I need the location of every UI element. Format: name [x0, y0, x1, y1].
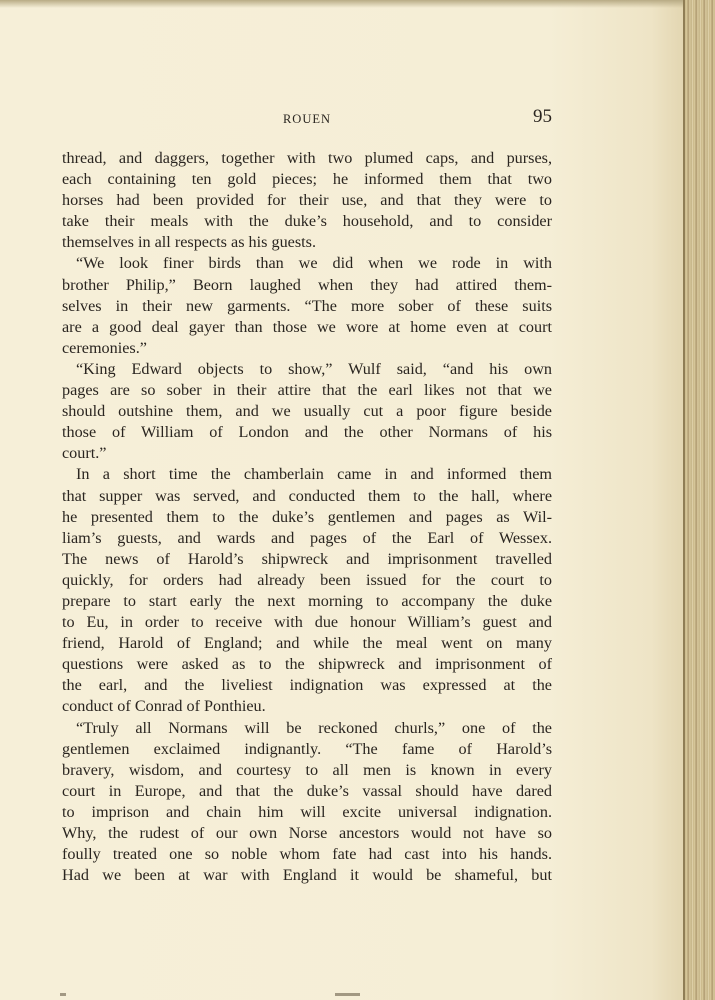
text-line: ceremonies.”	[62, 338, 147, 357]
text-line: he presented them to the duke’s gentlemen and pages as Wil-	[62, 507, 552, 526]
text-line: to Eu, in order to receive with due honour William’s guest and	[62, 613, 552, 632]
text-line: “King Edward objects to show,” Wulf said, “and his own	[76, 359, 552, 378]
text-line: “Truly all Normans will be reckoned churls,” one of the	[76, 718, 552, 737]
text-line: are a good deal gayer than those we wore at home even at court	[62, 317, 552, 336]
text-line: to imprison and chain him will excite universal indignation.	[62, 802, 552, 821]
page-top-shadow	[0, 0, 685, 8]
text-line: “We look finer birds than we did when we rode in with	[76, 254, 552, 273]
page-number: 95	[533, 106, 552, 127]
bottom-edge-mark	[60, 993, 360, 996]
text-line: those of William of London and the other Normans of his	[62, 423, 552, 442]
text-line: liam’s guests, and wards and pages of the Earl of Wessex.	[62, 528, 552, 547]
text-line: questions were asked as to the shipwreck and imprisonment of	[62, 655, 552, 674]
text-line: Had we been at war with England it would be shameful, but	[62, 866, 552, 885]
text-line: friend, Harold of England; and while the meal went on many	[62, 634, 552, 653]
text-line: thread, and daggers, together with two plumed caps, and purses,	[62, 149, 552, 167]
text-line: court in Europe, and that the duke’s vassal should have dared	[62, 781, 552, 800]
text-line: themselves in all respects as his guests.	[62, 233, 317, 252]
text-line: Why, the rudest of our own Norse ancestors would not have so	[62, 824, 552, 842]
text-line: foully treated one so noble whom fate had cast into his hands.	[62, 845, 552, 864]
text-line: prepare to start early the next morning to accompany the duke	[62, 591, 552, 610]
text-line: conduct of Conrad of Ponthieu.	[62, 697, 266, 716]
book-binding	[685, 0, 715, 1000]
text-line: bravery, wisdom, and courtesy to all men is known in every	[62, 760, 552, 779]
body-text	[62, 148, 552, 886]
text-line: should outshine them, and we usually cut a poor figure beside	[62, 402, 552, 421]
text-line: each containing ten gold pieces; he informed them that two	[62, 170, 552, 189]
text-line: quickly, for orders had already been issued for the court to	[62, 570, 552, 589]
text-line: gentlemen exclaimed indignantly. “The fame of Harold’s	[62, 739, 552, 758]
text-line: that supper was served, and conducted them to the hall, where	[62, 486, 552, 505]
text-line: the earl, and the liveliest indignation was expressed at the	[62, 676, 552, 695]
page-header	[62, 106, 552, 136]
text-line: court.”	[62, 444, 107, 463]
text-line: The news of Harold’s shipwreck and imprisonment travelled	[62, 549, 552, 568]
text-line: selves in their new garments. “The more sober of these suits	[62, 296, 552, 315]
text-line: pages are so sober in their attire that the earl likes not that we	[62, 381, 552, 400]
running-head: ROUEN	[282, 112, 332, 126]
text-line: brother Philip,” Beorn laughed when they had attired them-	[62, 275, 552, 294]
text-line: take their meals with the duke’s household, and to consider	[62, 212, 552, 231]
text-line: horses had been provided for their use, and that they were to	[62, 191, 552, 210]
text-line: In a short time the chamberlain came in and informed them	[76, 465, 552, 484]
